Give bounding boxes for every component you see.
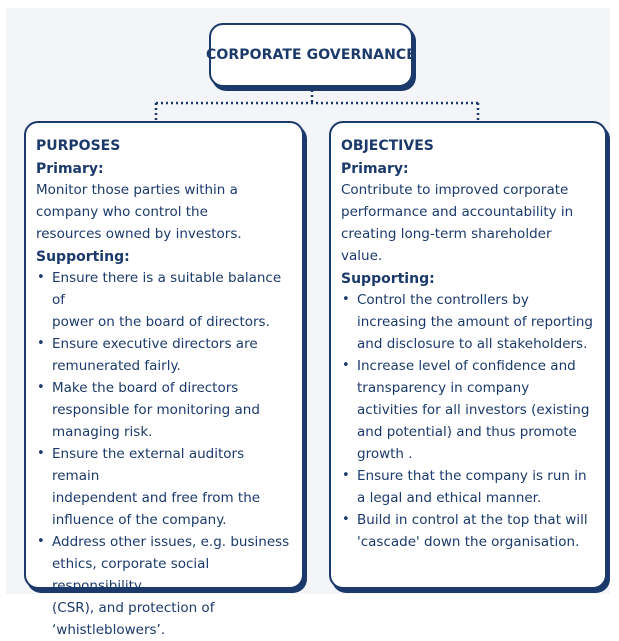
bullet-icon: • <box>37 534 45 549</box>
purposes-primary-label: Primary: <box>36 161 104 177</box>
bullet-line: and potential) and thus promote <box>357 424 577 440</box>
purposes-heading: PURPOSES <box>36 138 121 154</box>
bullet-line: (CSR), and protection of <box>52 600 215 616</box>
diagram-title: CORPORATE GOVERNANCE <box>206 47 416 63</box>
primary-text-line: creating long-term shareholder <box>341 226 552 242</box>
bullet-icon: • <box>37 380 45 395</box>
bullet-item <box>341 289 595 355</box>
bullet-line: independent and free from the <box>52 490 261 506</box>
objectives-heading: OBJECTIVES <box>341 138 434 154</box>
bullet-item <box>36 267 292 333</box>
bullet-icon: • <box>37 336 45 351</box>
bullet-icon: • <box>342 292 350 307</box>
primary-text-line: company who control the <box>36 204 208 220</box>
bullet-line: a legal and ethical manner. <box>357 490 542 506</box>
bullet-icon: • <box>342 512 350 527</box>
title-box <box>206 23 416 87</box>
bullet-line: transparency in company <box>357 380 530 396</box>
primary-text-line: performance and accountability in <box>341 204 574 220</box>
bullet-item <box>341 355 595 465</box>
purposes-primary-text <box>36 179 292 245</box>
purposes-panel <box>24 121 304 638</box>
bullet-line: Control the controllers by <box>357 292 529 308</box>
bullet-line: influence of the company. <box>52 512 227 528</box>
primary-text-line: value. <box>341 248 383 264</box>
bullet-item <box>341 465 595 509</box>
objectives-primary-label: Primary: <box>341 161 409 177</box>
bullet-item <box>36 531 292 641</box>
bullet-icon: • <box>342 358 350 373</box>
bullet-line: ‘whistleblowers’. <box>52 622 166 638</box>
bullet-line: 'cascade' down the organisation. <box>357 534 580 550</box>
bullet-line: Make the board of directors <box>52 380 239 396</box>
primary-text-line: resources owned by investors. <box>36 226 242 242</box>
purposes-supporting-label: Supporting: <box>36 249 130 265</box>
primary-text-line: Contribute to improved corporate <box>341 182 569 198</box>
bullet-line: ethics, corporate social responsibility <box>52 556 210 594</box>
objectives-supporting-label: Supporting: <box>341 271 435 287</box>
bullet-item <box>36 443 292 531</box>
bullet-item <box>36 333 292 377</box>
bullet-line: Increase level of confidence and <box>357 358 576 374</box>
bullet-line: Build in control at the top that will <box>357 512 588 528</box>
bullet-line: increasing the amount of reporting <box>357 314 593 330</box>
bullet-line: responsible for monitoring and <box>52 402 260 418</box>
bullet-line: Ensure executive directors are <box>52 336 258 352</box>
objectives-panel <box>329 121 607 589</box>
objectives-primary-text <box>341 179 595 267</box>
bullet-line: managing risk. <box>52 424 153 440</box>
bullet-line: remunerated fairly. <box>52 358 181 374</box>
bullet-item <box>36 377 292 443</box>
primary-text-line: Monitor those parties within a <box>36 182 238 198</box>
bullet-icon: • <box>342 468 350 483</box>
bullet-item <box>341 509 595 553</box>
bullet-line: growth . <box>357 446 413 462</box>
bullet-line: Ensure that the company is run in <box>357 468 587 484</box>
bullet-icon: • <box>37 270 45 285</box>
bullet-line: power on the board of directors. <box>52 314 270 330</box>
bullet-line: Address other issues, e.g. business <box>52 534 290 550</box>
objectives-bullet-list <box>341 289 595 553</box>
bullet-icon: • <box>37 446 45 461</box>
bullet-line: Ensure the external auditors remain <box>52 446 245 484</box>
bullet-line: and disclosure to all stakeholders. <box>357 336 588 352</box>
bullet-line: Ensure there is a suitable balance of <box>52 270 282 308</box>
purposes-bullet-list <box>36 267 292 641</box>
bullet-line: activities for all investors (existing <box>357 402 590 418</box>
